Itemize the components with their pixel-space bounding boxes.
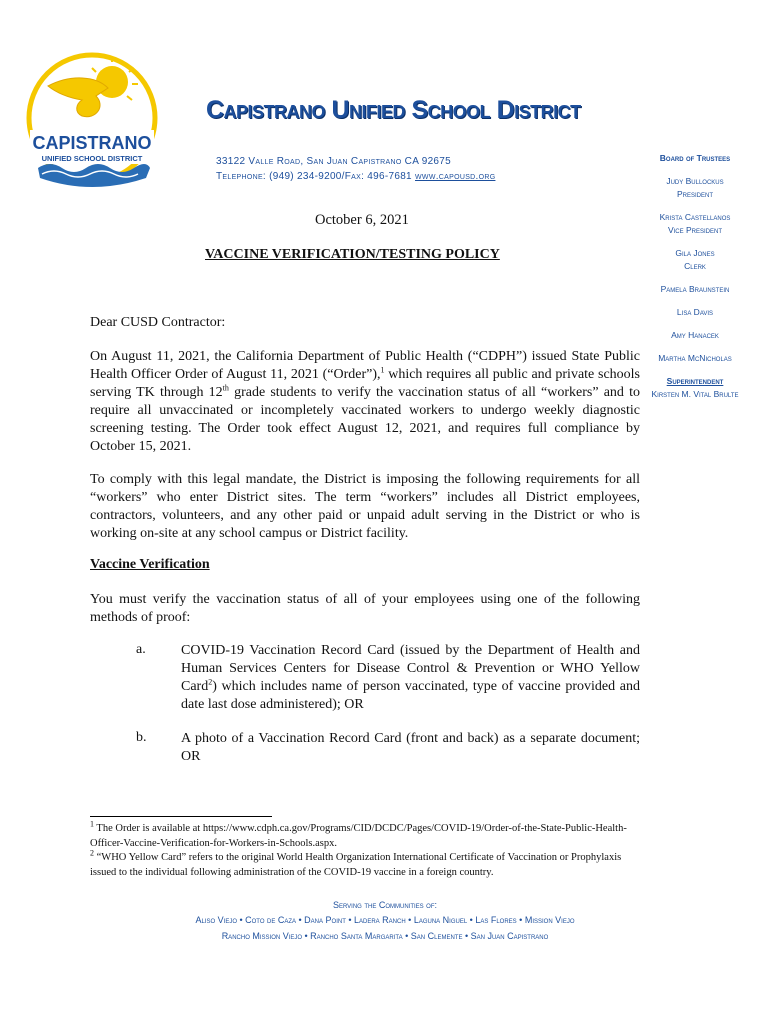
footnote-divider [90,816,272,817]
superintendent-title: Superintendent [666,376,724,386]
section-heading: Vaccine Verification [90,557,210,572]
trustee-name: Judy Bullockus [666,176,724,186]
trustee-name: Lisa Davis [676,307,714,317]
p1-part-c: grade students to verify the vaccination status of all “workers” and to require all unvaccinated or incompletely vaccinated workers to undergo weekly diagnostic screening testing. The Order took effect August 12, 2021, and requires full compliance by October 15, 2021. [90,385,640,454]
phone-fax: Telephone: (949) 234-9200/Fax: 496-7681 [216,171,415,182]
salutation: Dear CUSD Contractor: [90,315,226,330]
letter-title: VACCINE VERIFICATION/TESTING POLICY [205,247,500,262]
footnote-ref-1: 1 [380,365,385,375]
footnote [90,848,640,880]
item-a-part-2: ) which includes name of person vaccinated, type of vaccine provided and date last dose administered); OR [181,679,640,712]
footnote [90,819,640,851]
footnote-number: 1 [90,819,94,829]
website-link[interactable]: www.capousd.org [415,171,496,182]
letter-date: October 6, 2021 [315,212,409,228]
district-logo [26,46,158,196]
district-name: Capistrano Unified School District [206,96,581,124]
trustee-role: President [676,189,713,199]
footer-communities-2: Rancho Mission Viejo • Rancho Santa Margarita • San Clemente • San Juan Capistrano [221,931,549,941]
trustee-name: Pamela Braunstein [660,284,730,294]
p1-part-a: On August 11, 2021, the California Department of Public Health (“CDPH”) issued State Public Health Officer Order of August 11, 2021 (“Order”), [90,349,640,382]
footnote-text: “WHO Yellow Card” refers to the original World Health Organization International Certificate of Vaccination or Prophylaxis issued to the individual following administration of the COVID-19 vaccine in a foreign country. [90,852,622,878]
footer-serving: Serving the Communities of: [332,900,438,910]
trustee-role: Clerk [684,261,706,271]
superintendent-name: Kirsten M. Vital Brulte [651,389,739,399]
trustee-name: Gila Jones [675,248,715,258]
item-a-part-1: COVID-19 Vaccination Record Card (issued by the Department of Health and Human Services Centers for Disease Control & Prevention or WHO Yellow Card [181,643,640,694]
paragraph-methods: You must verify the vaccination status of all of your employees using one of the following methods of proof: [90,592,640,625]
board-title: Board of Trustees [659,153,731,163]
logo-name: CAPISTRANO [32,133,152,153]
paragraph-comply: To comply with this legal mandate, the District is imposing the following requirements for all “workers” who enter District sites. The term “workers” includes all District employees, contractors, volunteers, and any other paid or unpaid adult serving in the District or who is working on-site at any school campus or District facility. [90,472,640,541]
trustee-name: Amy Hanacek [671,330,719,340]
logo-subtitle: UNIFIED SCHOOL DISTRICT [41,154,143,163]
trustee-name: Krista Castellanos [659,212,731,222]
item-b-text: A photo of a Vaccination Record Card (front and back) as a separate document; OR [181,731,640,764]
paragraph-order [90,348,640,456]
trustee-name: Martha McNicholas [658,353,732,363]
footnote-number: 2 [90,848,94,858]
footer-communities-1: Aliso Viejo • Coto de Caza • Dana Point • Ladera Ranch • Laguna Niguel • Las Flores • Mission Viejo [195,915,575,925]
footnote-ref-2: 2 [208,677,213,687]
item-a-marker: a. [136,642,146,657]
ordinal-sup: th [222,383,229,393]
district-address: 33122 Valle Road, San Juan Capistrano CA 92675 [216,156,452,167]
item-b-marker: b. [136,730,147,745]
trustee-role: Vice President [667,225,723,235]
item-a-text [181,642,640,714]
p1-part-b: which requires all public and private schools serving TK through 12 [90,367,640,400]
board-sidebar [640,152,750,401]
footnote-text: The Order is available at https://www.cdph.ca.gov/Programs/CID/DCDC/Pages/COVID-19/Order-of-the-State-Public-Health-Officer-Vaccine-Verification-for-Workers-in-Schools.aspx. [90,823,627,849]
district-contact [216,171,495,182]
